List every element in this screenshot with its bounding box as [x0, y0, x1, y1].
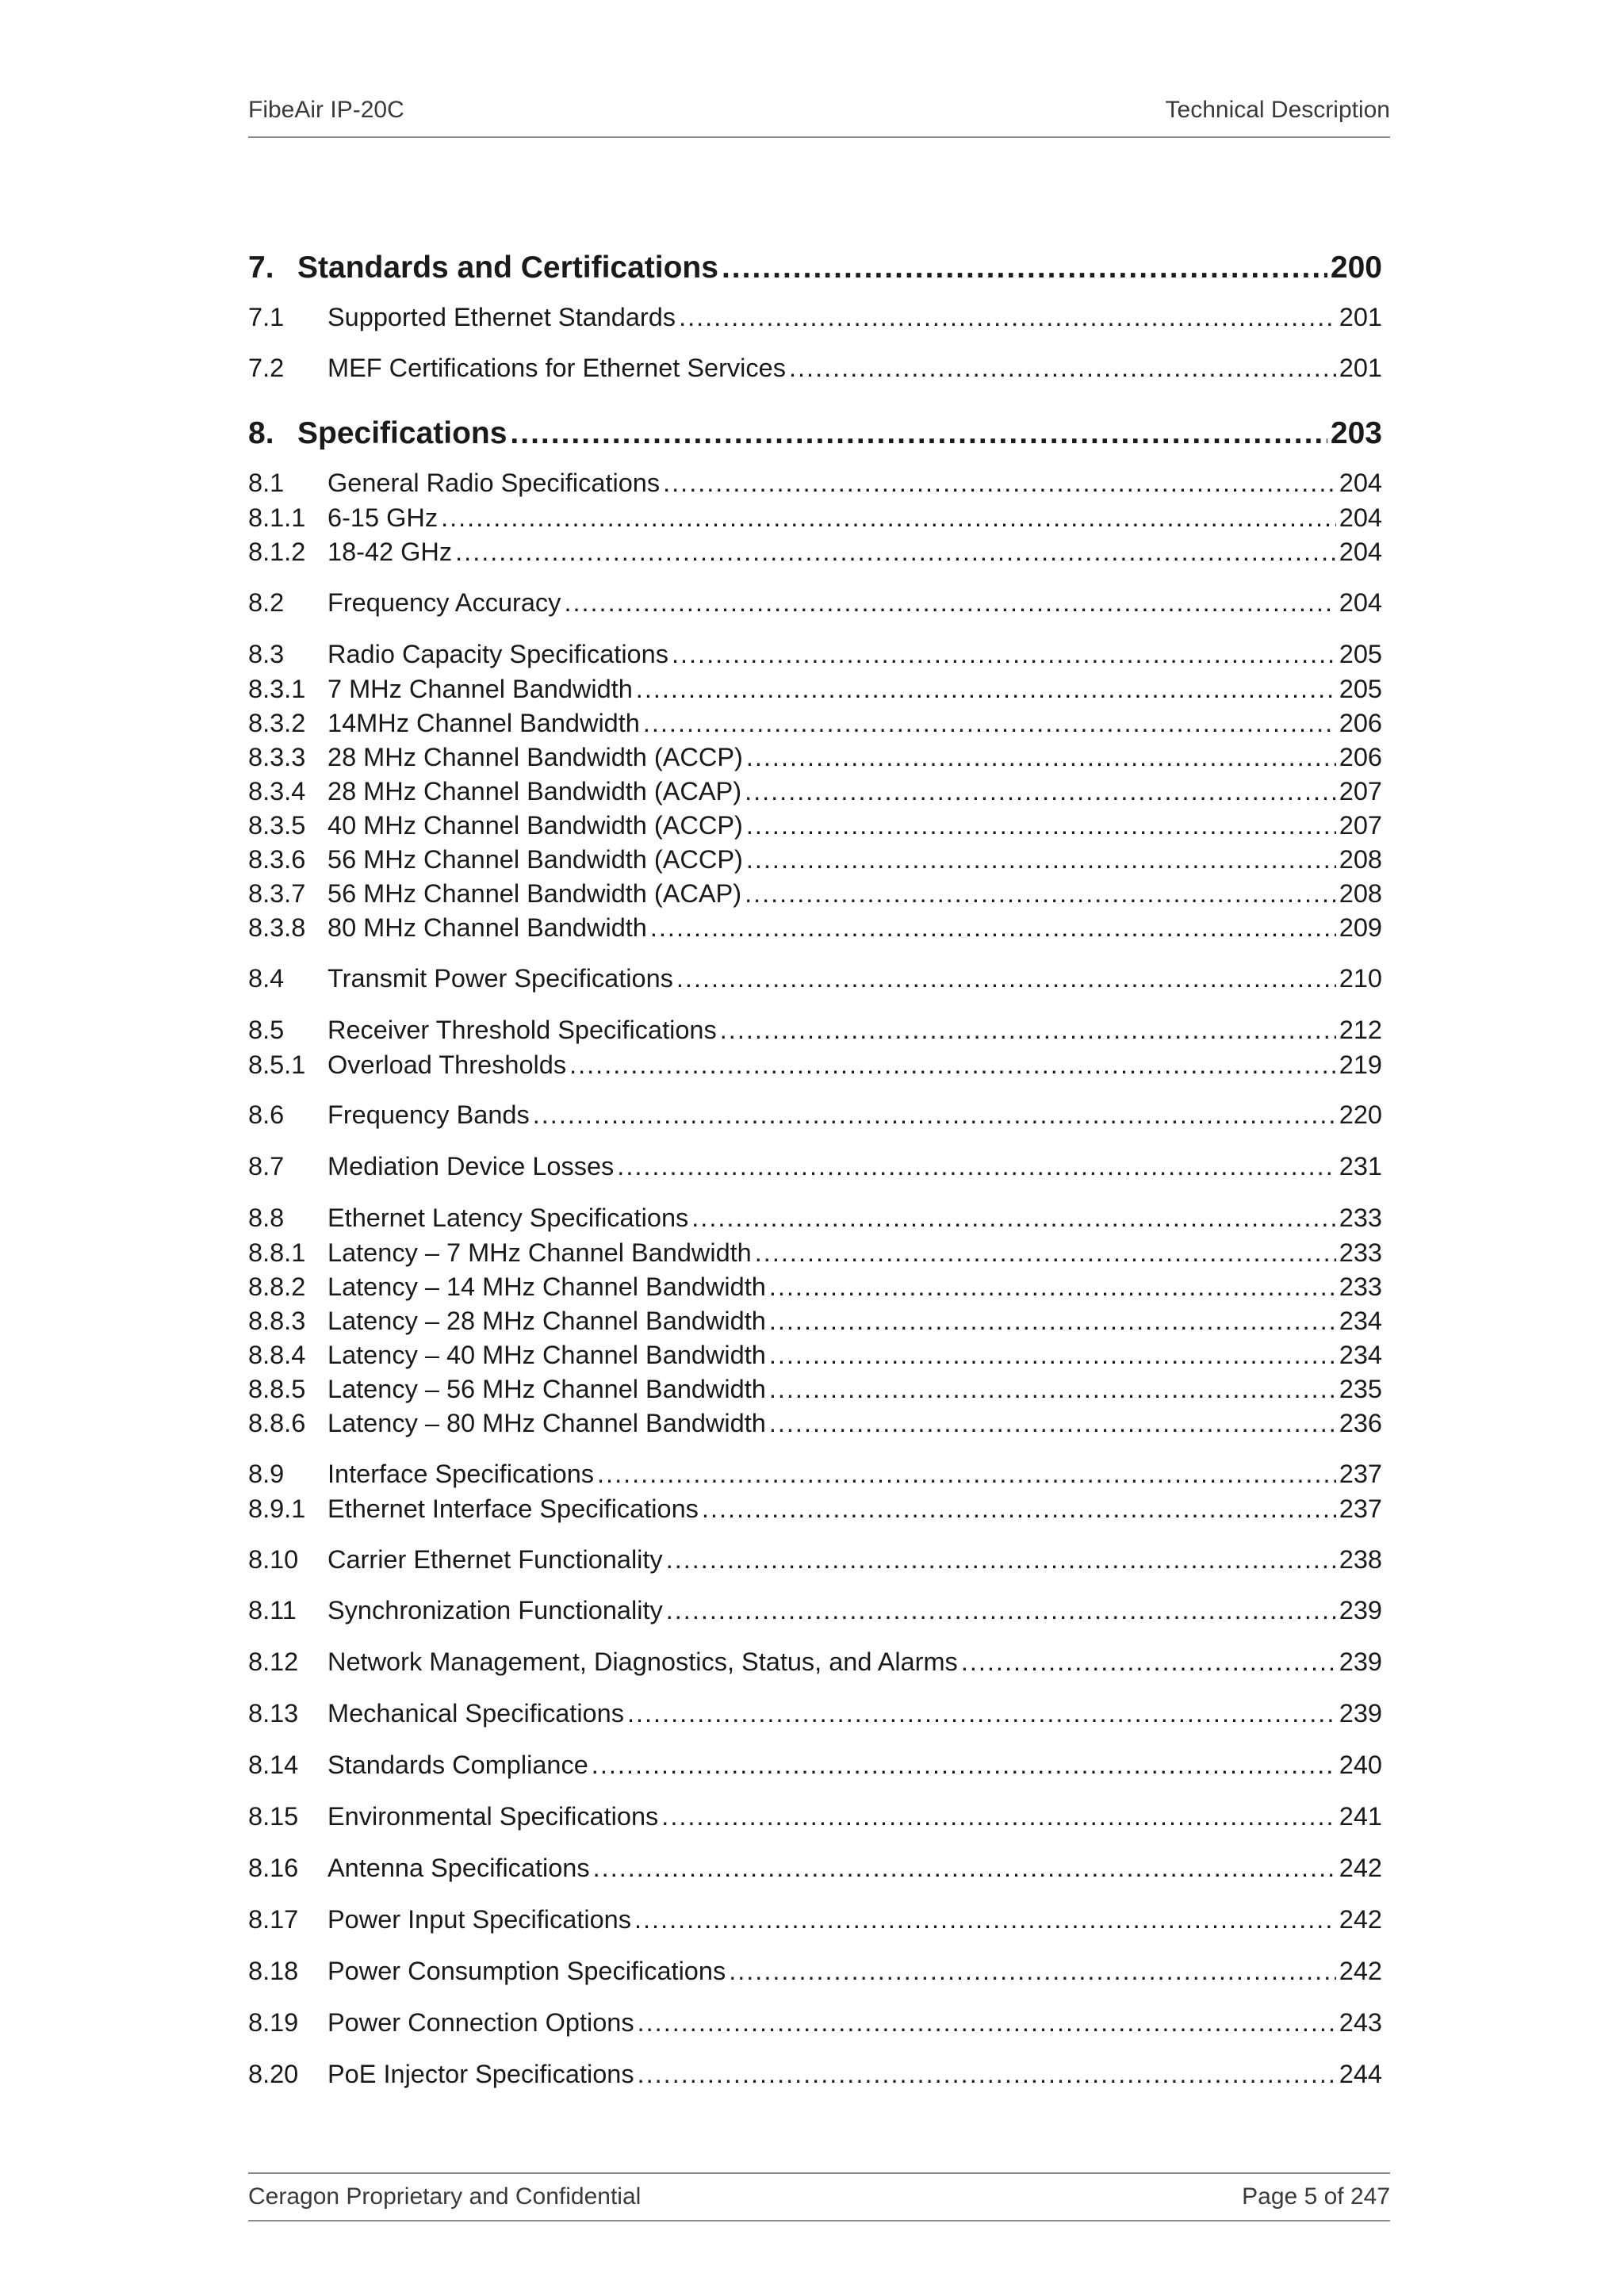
toc-entry-title: Latency – 80 MHz Channel Bandwidth: [327, 1409, 766, 1437]
toc-dot-leader: [593, 1852, 1336, 1884]
toc-entry-number: 8.5.1: [248, 1050, 306, 1079]
toc-entry-number: 8.11: [248, 1596, 297, 1624]
toc-entry-page: 240: [1339, 1751, 1382, 1779]
toc-entry-title: Ethernet Interface Specifications: [327, 1494, 699, 1523]
toc-entry-number: 8.3.6: [248, 845, 306, 874]
toc-entry[interactable]: [248, 1800, 1382, 1832]
toc-dot-leader: [666, 1594, 1336, 1626]
toc-entry-number: 8.3.3: [248, 743, 306, 771]
toc-entry-title: Carrier Ethernet Functionality: [327, 1545, 663, 1574]
toc-entry-number: 8.3: [248, 640, 285, 668]
toc-entry-title: MEF Certifications for Ethernet Services: [327, 354, 786, 382]
toc-entry-number: 8.18: [248, 1957, 299, 1985]
toc-entry-title: 40 MHz Channel Bandwidth (ACCP): [327, 811, 743, 840]
toc-entry-title: Environmental Specifications: [327, 1802, 659, 1831]
toc-entry-page: 212: [1339, 1016, 1382, 1044]
toc-entry-page: 206: [1339, 743, 1382, 771]
toc-entry[interactable]: [248, 1373, 1382, 1405]
toc-entry[interactable]: [248, 587, 1382, 618]
toc-entry-number: 8.16: [248, 1854, 299, 1882]
toc-dot-leader: [789, 352, 1336, 384]
toc-entry-page: 210: [1339, 964, 1382, 993]
toc-entry-title: Latency – 56 MHz Channel Bandwidth: [327, 1375, 766, 1403]
toc-entry-number: 8.1.1: [248, 503, 306, 532]
toc-entry-number: 8.3.1: [248, 675, 306, 703]
footer-page-number: Page 5 of 247: [1242, 2183, 1390, 2210]
toc-dot-leader: [666, 1544, 1336, 1575]
toc-dot-leader: [745, 775, 1336, 807]
toc-entry[interactable]: [248, 707, 1382, 739]
toc-entry-title: Frequency Bands: [327, 1100, 530, 1129]
toc-entry[interactable]: [248, 1271, 1382, 1303]
toc-entry-page: 236: [1339, 1409, 1382, 1437]
toc-entry-page: 239: [1339, 1647, 1382, 1676]
toc-entry[interactable]: [248, 1697, 1382, 1729]
toc-entry-title: 28 MHz Channel Bandwidth (ACCP): [327, 743, 743, 771]
toc-entry[interactable]: [248, 1237, 1382, 1269]
toc-dot-leader: [597, 1458, 1336, 1490]
toc-entry-number: 8.7: [248, 1152, 285, 1181]
toc-entry-title: Power Consumption Specifications: [327, 1957, 726, 1985]
toc-entry-title: Latency – 7 MHz Channel Bandwidth: [327, 1238, 752, 1267]
toc-dot-leader: [745, 878, 1336, 909]
toc-dot-leader: [676, 962, 1336, 994]
toc-entry-number: 8.8.1: [248, 1238, 306, 1267]
toc-dot-leader: [746, 741, 1336, 773]
toc-entry[interactable]: [248, 1407, 1382, 1439]
toc-entry-number: 8.15: [248, 1802, 299, 1831]
toc-entry-number: 7.: [248, 251, 274, 285]
toc-entry-page: 207: [1339, 777, 1382, 806]
toc-entry-page: 206: [1339, 709, 1382, 737]
toc-entry-title: Transmit Power Specifications: [327, 964, 673, 993]
toc-entry-number: 8.5: [248, 1016, 285, 1044]
toc-entry-number: 8.8.5: [248, 1375, 306, 1403]
toc-entry-number: 8.8.4: [248, 1341, 306, 1369]
toc-dot-leader: [702, 1493, 1336, 1525]
toc-entry-page: 219: [1339, 1050, 1382, 1079]
toc-entry[interactable]: [248, 301, 1382, 333]
toc-entry-page: 204: [1339, 469, 1382, 497]
toc-entry[interactable]: [248, 1305, 1382, 1337]
toc-dot-leader: [672, 638, 1336, 670]
toc-entry-page: 243: [1339, 2008, 1382, 2037]
toc-dot-leader: [650, 912, 1336, 943]
toc-dot-leader: [533, 1099, 1336, 1131]
toc-entry-title: Supported Ethernet Standards: [327, 303, 676, 331]
toc-entry-page: 201: [1339, 354, 1382, 382]
toc-entry-title: 6-15 GHz: [327, 503, 439, 532]
toc-entry-title: Power Connection Options: [327, 2008, 634, 2037]
toc-entry-title: Synchronization Functionality: [327, 1596, 663, 1624]
toc-entry-page: 242: [1339, 1957, 1382, 1985]
toc-entry[interactable]: [248, 1339, 1382, 1371]
toc-dot-leader: [961, 1646, 1336, 1678]
toc-entry-page: 204: [1339, 588, 1382, 617]
toc-dot-leader: [746, 844, 1336, 875]
toc-entry-title: Receiver Threshold Specifications: [327, 1016, 717, 1044]
toc-entry-number: 8.10: [248, 1545, 299, 1574]
toc-entry[interactable]: [248, 1049, 1382, 1081]
toc-entry-page: 231: [1339, 1152, 1382, 1181]
toc-dot-leader: [746, 809, 1336, 841]
toc-entry-title: Ethernet Latency Specifications: [327, 1203, 689, 1232]
toc-dot-leader: [636, 673, 1336, 705]
toc-entry[interactable]: [248, 638, 1382, 670]
toc-entry-title: Antenna Specifications: [327, 1854, 590, 1882]
toc-dot-leader: [755, 1237, 1336, 1269]
toc-entry[interactable]: [248, 673, 1382, 705]
toc-entry[interactable]: [248, 1014, 1382, 1046]
toc-entry[interactable]: [248, 775, 1382, 807]
toc-entry[interactable]: [248, 2058, 1382, 2090]
toc-entry-page: 207: [1339, 811, 1382, 840]
toc-entry-number: 8.17: [248, 1905, 299, 1934]
toc-entry-title: 14MHz Channel Bandwidth: [327, 709, 640, 737]
toc-dot-leader: [679, 301, 1336, 333]
toc-entry-number: 8.8.2: [248, 1272, 306, 1301]
toc-entry-page: 239: [1339, 1699, 1382, 1728]
toc-entry-title: Latency – 28 MHz Channel Bandwidth: [327, 1307, 766, 1335]
toc-dot-leader: [638, 2007, 1336, 2038]
toc-entry-number: 8.4: [248, 964, 285, 993]
toc-entry[interactable]: [248, 1904, 1382, 1935]
toc-entry-number: 8.8.3: [248, 1307, 306, 1335]
toc-entry-page: 208: [1339, 845, 1382, 874]
toc-entry-number: 8.9.1: [248, 1494, 306, 1523]
toc-entry-page: 238: [1339, 1545, 1382, 1574]
toc-dot-leader: [634, 1904, 1336, 1935]
toc-dot-leader: [769, 1339, 1336, 1371]
toc-entry[interactable]: [248, 962, 1382, 994]
toc-entry-title: 28 MHz Channel Bandwidth (ACAP): [327, 777, 742, 806]
toc-entry-page: 237: [1339, 1460, 1382, 1488]
toc-entry-page: 203: [1330, 416, 1382, 450]
toc-entry[interactable]: [248, 912, 1382, 943]
toc-dot-leader: [769, 1373, 1336, 1405]
toc-entry-page: 205: [1339, 640, 1382, 668]
toc-entry-title: 56 MHz Channel Bandwidth (ACCP): [327, 845, 743, 874]
toc-entry-page: 233: [1339, 1238, 1382, 1267]
toc-entry-title: Mediation Device Losses: [327, 1152, 615, 1181]
toc-entry-page: 239: [1339, 1596, 1382, 1624]
toc-dot-leader: [564, 587, 1335, 618]
toc-entry-page: 237: [1339, 1494, 1382, 1523]
toc-entry-title: Latency – 40 MHz Channel Bandwidth: [327, 1341, 766, 1369]
toc-entry-page: 244: [1339, 2060, 1382, 2088]
toc-entry[interactable]: [248, 809, 1382, 841]
toc-dot-leader: [769, 1305, 1336, 1337]
toc-dot-leader: [729, 1955, 1336, 1987]
toc-entry-number: 8.8: [248, 1203, 285, 1232]
toc-entry-number: 8.9: [248, 1460, 285, 1488]
toc-entry-number: 7.2: [248, 354, 285, 382]
toc-entry-number: 8.2: [248, 588, 285, 617]
toc-dot-leader: [510, 415, 1327, 453]
toc-entry-number: 8.20: [248, 2060, 299, 2088]
toc-entry[interactable]: [248, 1493, 1382, 1525]
toc-entry[interactable]: [248, 1544, 1382, 1575]
toc-entry[interactable]: [248, 878, 1382, 909]
header-document-type: Technical Description: [1165, 97, 1390, 123]
toc-entry[interactable]: [248, 1852, 1382, 1884]
toc-entry-title: Latency – 14 MHz Channel Bandwidth: [327, 1272, 766, 1301]
toc-entry-number: 8.12: [248, 1647, 299, 1676]
toc-entry-title: Frequency Accuracy: [327, 588, 561, 617]
toc-dot-leader: [769, 1407, 1336, 1439]
toc-dot-leader: [663, 467, 1336, 499]
toc-entry[interactable]: [248, 467, 1382, 499]
toc-entry-number: 8.1: [248, 469, 285, 497]
toc-entry-title: Overload Thresholds: [327, 1050, 567, 1079]
toc-entry-number: 8.8.6: [248, 1409, 306, 1437]
toc-entry-title: PoE Injector Specifications: [327, 2060, 634, 2088]
toc-entry-title: Radio Capacity Specifications: [327, 640, 668, 668]
toc-entry-number: 8.3.4: [248, 777, 306, 806]
toc-entry-title: Network Management, Diagnostics, Status, and Alarms: [327, 1647, 958, 1676]
toc-entry[interactable]: [248, 2007, 1382, 2038]
toc-entry-page: 209: [1339, 913, 1382, 942]
toc-entry-title: 56 MHz Channel Bandwidth (ACAP): [327, 879, 742, 908]
toc-entry-page: 205: [1339, 675, 1382, 703]
toc-entry-number: 8.3.7: [248, 879, 306, 908]
toc-entry[interactable]: [248, 1594, 1382, 1626]
toc-entry-title: Standards and Certifications: [297, 251, 718, 285]
toc-dot-leader: [769, 1271, 1336, 1303]
toc-entry[interactable]: [248, 249, 1382, 287]
toc-dot-leader: [661, 1800, 1335, 1832]
toc-dot-leader: [592, 1749, 1336, 1781]
toc-entry[interactable]: [248, 1458, 1382, 1490]
toc-entry-page: 234: [1339, 1307, 1382, 1335]
toc-entry-title: 80 MHz Channel Bandwidth: [327, 913, 647, 942]
toc-entry[interactable]: [248, 1202, 1382, 1234]
toc-entry-number: 8.14: [248, 1751, 299, 1779]
toc-dot-leader: [720, 1014, 1336, 1046]
page-footer: [248, 2172, 1390, 2221]
toc-entry[interactable]: [248, 1749, 1382, 1781]
toc-dot-leader: [627, 1697, 1336, 1729]
toc-entry-page: 234: [1339, 1341, 1382, 1369]
toc-entry-title: General Radio Specifications: [327, 469, 661, 497]
toc-entry[interactable]: [248, 536, 1382, 568]
toc-entry-page: 201: [1339, 303, 1382, 331]
toc-entry-number: 8.13: [248, 1699, 299, 1728]
toc-dot-leader: [617, 1150, 1335, 1182]
toc-dot-leader: [569, 1049, 1336, 1081]
toc-entry-number: 8.6: [248, 1100, 285, 1129]
toc-entry-number: 8.3.2: [248, 709, 306, 737]
page-header: [248, 94, 1390, 138]
toc-entry[interactable]: [248, 1099, 1382, 1131]
toc-entry-title: Mechanical Specifications: [327, 1699, 624, 1728]
toc-dot-leader: [455, 536, 1336, 568]
toc-entry-number: 8.19: [248, 2008, 299, 2037]
toc-entry[interactable]: [248, 415, 1382, 453]
header-product-name: FibeAir IP-20C: [248, 97, 404, 123]
toc-entry-page: 242: [1339, 1854, 1382, 1882]
toc-entry-page: 235: [1339, 1375, 1382, 1403]
toc-entry[interactable]: [248, 844, 1382, 875]
toc-entry-page: 200: [1330, 251, 1382, 285]
toc-entry[interactable]: [248, 1150, 1382, 1182]
toc-entry-title: Power Input Specifications: [327, 1905, 631, 1934]
toc-entry-title: Interface Specifications: [327, 1460, 595, 1488]
toc-entry[interactable]: [248, 1955, 1382, 1987]
toc-entry-number: 7.1: [248, 303, 285, 331]
toc-entry-page: 220: [1339, 1100, 1382, 1129]
toc-entry-number: 8.: [248, 416, 274, 450]
toc-entry[interactable]: [248, 1646, 1382, 1678]
toc-entry-page: 233: [1339, 1203, 1382, 1232]
toc-entry-number: 8.3.5: [248, 811, 306, 840]
toc-entry-page: 242: [1339, 1905, 1382, 1934]
toc-entry-page: 241: [1339, 1802, 1382, 1831]
toc-entry-page: 204: [1339, 538, 1382, 566]
toc-entry-number: 8.1.2: [248, 538, 306, 566]
toc-entry-title: Standards Compliance: [327, 1751, 588, 1779]
toc-entry-title: 18-42 GHz: [327, 538, 453, 566]
toc-dot-leader: [691, 1202, 1335, 1234]
toc-entry-title: Specifications: [297, 416, 508, 450]
footer-confidentiality: Ceragon Proprietary and Confidential: [248, 2183, 642, 2210]
toc-dot-leader: [722, 249, 1327, 287]
toc-entry-number: 8.3.8: [248, 913, 306, 942]
toc-entry[interactable]: [248, 502, 1382, 534]
toc-entry-title: 7 MHz Channel Bandwidth: [327, 675, 633, 703]
toc-entry[interactable]: [248, 352, 1382, 384]
toc-dot-leader: [638, 2058, 1336, 2090]
toc-dot-leader: [441, 502, 1336, 534]
toc-dot-leader: [643, 707, 1336, 739]
toc-entry-page: 204: [1339, 503, 1382, 532]
toc-entry[interactable]: [248, 741, 1382, 773]
toc-entry-page: 208: [1339, 879, 1382, 908]
toc-entry-page: 233: [1339, 1272, 1382, 1301]
